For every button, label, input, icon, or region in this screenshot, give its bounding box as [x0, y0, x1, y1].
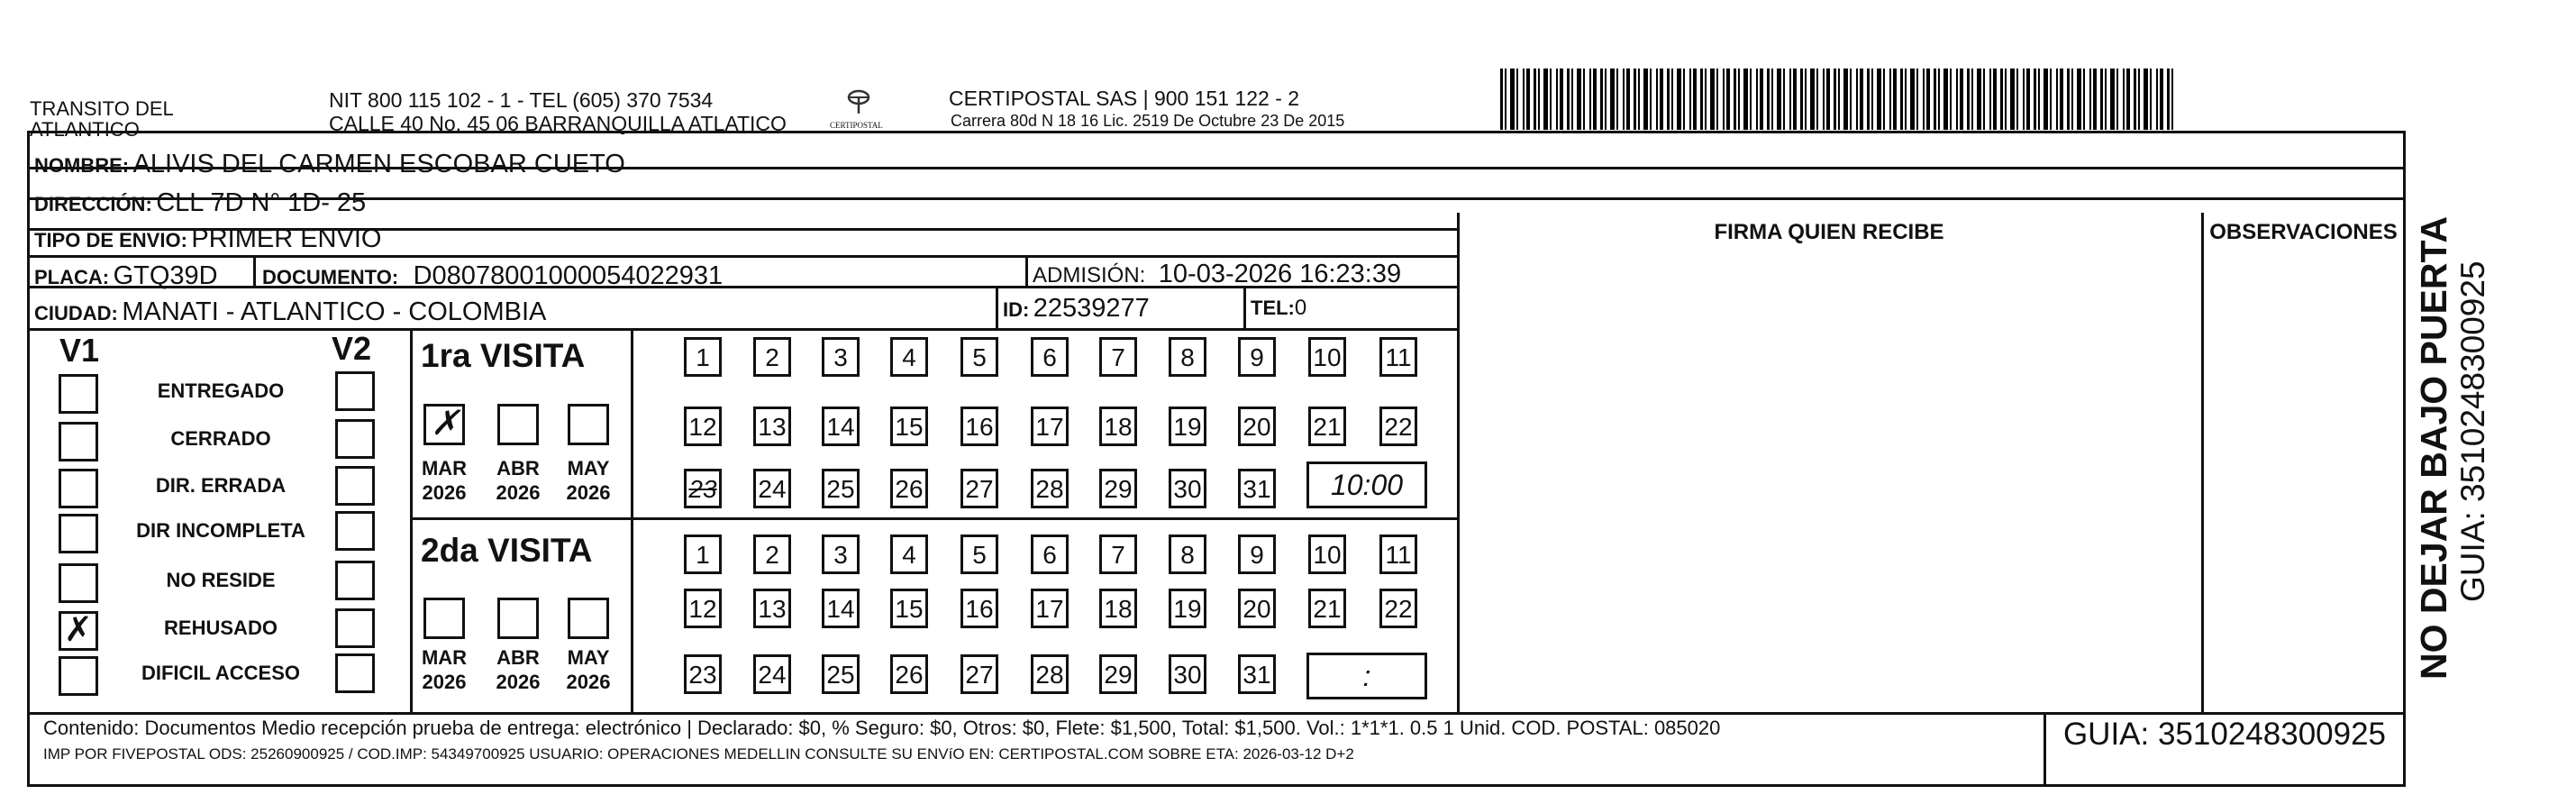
id-value: 22539277	[1033, 294, 1150, 323]
nombre-value: ALIVIS DEL CARMEN ESCOBAR CUETO	[132, 150, 625, 178]
visit2-day-27[interactable]: 27	[960, 654, 998, 694]
tipo-envio-value: PRIMER ENVIO	[191, 224, 382, 253]
visit2-day-5[interactable]: 5	[960, 534, 998, 574]
v2-checkbox-cerrado[interactable]	[335, 419, 375, 459]
nombre-label: NOMBRE:	[34, 154, 130, 177]
visit1-day-16[interactable]: 16	[960, 407, 998, 446]
visit2-day-30[interactable]: 30	[1169, 654, 1206, 694]
visit1-month-year: 2026	[566, 481, 611, 504]
visit2-day-24[interactable]: 24	[753, 654, 791, 694]
v2-checkbox-dir-incompleta[interactable]	[335, 511, 375, 551]
visit1-day-30[interactable]: 30	[1169, 469, 1206, 508]
visit1-month-year: 2026	[496, 481, 541, 504]
visit2-month-label-may	[561, 645, 615, 694]
visit1-day-22[interactable]: 22	[1379, 407, 1417, 446]
tel-field	[1251, 296, 1306, 321]
visit1-month-name: ABR	[496, 457, 540, 480]
visit2-day-6[interactable]: 6	[1031, 534, 1069, 574]
visit1-month-checkbox-may[interactable]	[568, 404, 609, 445]
documento-field	[262, 261, 723, 291]
visit1-day-1[interactable]: 1	[684, 337, 722, 377]
v1-checkbox-cerrado[interactable]	[59, 422, 98, 461]
tel-value: 0	[1294, 296, 1307, 320]
visit1-day-5[interactable]: 5	[960, 337, 998, 377]
id-field	[1003, 294, 1150, 324]
visit1-day-19[interactable]: 19	[1169, 407, 1206, 446]
visit2-day-29[interactable]: 29	[1099, 654, 1137, 694]
org-name-line1: TRANSITO DEL	[30, 97, 174, 120]
visit1-day-24[interactable]: 24	[753, 469, 791, 508]
visit1-day-25[interactable]: 25	[822, 469, 860, 508]
status-label-rehusado: REHUSADO	[164, 617, 278, 639]
tipo-envio-label: TIPO DE ENVIO:	[34, 229, 187, 251]
documento-value: D08078001000054022931	[413, 261, 724, 290]
visit2-day-4[interactable]: 4	[890, 534, 928, 574]
status-label-dir-incompleta: DIR INCOMPLETA	[136, 519, 305, 542]
ciudad-label: CIUDAD:	[34, 302, 118, 324]
observaciones-area[interactable]	[2206, 252, 2404, 710]
visit1-day-20[interactable]: 20	[1238, 407, 1276, 446]
placa-value: GTQ39D	[113, 261, 218, 290]
v1-checkbox-no-reside[interactable]	[59, 563, 98, 603]
v1-checkbox-rehusado[interactable]	[59, 611, 98, 651]
v1-checkbox-dir-incompleta[interactable]	[59, 514, 98, 553]
v2-checkbox-dificil-acceso[interactable]	[335, 653, 375, 693]
visit2-month-label-mar	[417, 645, 471, 694]
visit2-day-2[interactable]: 2	[753, 534, 791, 574]
side-guia: GUIA: 3510248300925	[2454, 260, 2491, 602]
visit1-day-28[interactable]: 28	[1031, 469, 1069, 508]
visit1-day-8[interactable]: 8	[1169, 337, 1206, 377]
visit2-day-31[interactable]: 31	[1238, 654, 1276, 694]
footer-guia: GUIA: 3510248300925	[2062, 717, 2387, 752]
visit1-day-27[interactable]: 27	[960, 469, 998, 508]
visit2-day-17[interactable]: 17	[1031, 589, 1069, 628]
visit2-month-checkbox-mar[interactable]	[423, 598, 465, 639]
nit-line: NIT 800 115 102 - 1 - TEL (605) 370 7534	[329, 88, 714, 112]
visit2-day-10[interactable]: 10	[1308, 534, 1346, 574]
v2-checkbox-no-reside[interactable]	[335, 561, 375, 600]
ciudad-value: MANATI - ATLANTICO - COLOMBIA	[122, 297, 547, 326]
visit2-day-7[interactable]: 7	[1099, 534, 1137, 574]
visit2-month-year: 2026	[422, 671, 467, 693]
status-label-dificil-acceso: DIFICIL ACCESO	[141, 662, 300, 684]
company-line: CERTIPOSTAL SAS | 900 151 122 - 2	[949, 87, 1300, 110]
documento-label: DOCUMENTO:	[262, 266, 399, 288]
v1-checkbox-dificil-acceso[interactable]	[59, 656, 98, 696]
visit1-day-7[interactable]: 7	[1099, 337, 1137, 377]
visit2-month-year: 2026	[566, 671, 611, 693]
barcode	[1500, 69, 2176, 130]
visit1-day-4[interactable]: 4	[890, 337, 928, 377]
visit2-month-label-abr	[491, 645, 545, 694]
visit2-day-14[interactable]: 14	[822, 589, 860, 628]
visit1-day-17[interactable]: 17	[1031, 407, 1069, 446]
visit1-day-2[interactable]: 2	[753, 337, 791, 377]
imp-text: IMP POR FIVEPOSTAL ODS: 25260900925 / COD.IMP: 54349700925 USUARIO: OPERACIONES MEDELLIN CONSULTE SU ENVíO EN: CERTIPOSTAL.COM SOBRE ETA: 2026-03-12 D+2	[43, 745, 1354, 763]
visit2-day-19[interactable]: 19	[1169, 589, 1206, 628]
status-label-no-reside: NO RESIDE	[166, 569, 276, 591]
visit2-day-21[interactable]: 21	[1308, 589, 1346, 628]
visit2-month-year: 2026	[496, 671, 541, 693]
visit1-day-6[interactable]: 6	[1031, 337, 1069, 377]
visit2-day-15[interactable]: 15	[890, 589, 928, 628]
placa-label: PLACA:	[34, 266, 110, 288]
direccion-label: DIRECCIÓN:	[34, 193, 152, 215]
direccion-row	[34, 188, 366, 218]
side-warning: NO DEJAR BAJO PUERTA	[2413, 215, 2454, 680]
visit1-day-31[interactable]: 31	[1238, 469, 1276, 508]
visit2-day-3[interactable]: 3	[822, 534, 860, 574]
admision-field	[1033, 260, 1401, 289]
firma-header: FIRMA QUIEN RECIBE	[1714, 220, 1944, 244]
visit1-month-label-mar	[417, 456, 471, 505]
visit1-day-29[interactable]: 29	[1099, 469, 1137, 508]
visit2-title: 2da VISITA	[421, 532, 593, 569]
visit2-day-23[interactable]: 23	[684, 654, 722, 694]
v1-checkbox-entregado[interactable]	[59, 374, 98, 414]
check-mark-icon: ✗	[64, 611, 93, 649]
visit2-day-28[interactable]: 28	[1031, 654, 1069, 694]
visit1-day-26[interactable]: 26	[890, 469, 928, 508]
status-label-entregado: ENTREGADO	[157, 379, 285, 402]
visit1-day-18[interactable]: 18	[1099, 407, 1137, 446]
visit2-day-8[interactable]: 8	[1169, 534, 1206, 574]
visit2-day-9[interactable]: 9	[1238, 534, 1276, 574]
visit2-month-checkbox-may[interactable]	[568, 598, 609, 639]
v1-label: V1	[59, 332, 100, 369]
address-line: CALLE 40 No. 45 06 BARRANQUILLA ATLATICO	[329, 112, 787, 135]
visit1-time-slot[interactable]: 10:00	[1306, 461, 1427, 508]
visit1-day-15[interactable]: 15	[890, 407, 928, 446]
direccion-value: CLL 7D N° 1D- 25	[156, 188, 367, 217]
visit1-day-12[interactable]: 12	[684, 407, 722, 446]
observaciones-header: OBSERVACIONES	[2209, 220, 2398, 244]
check-mark-icon: ✗	[431, 405, 460, 443]
visit1-day-11[interactable]: 11	[1379, 337, 1417, 377]
visit1-title: 1ra VISITA	[421, 337, 586, 374]
visit2-day-11[interactable]: 11	[1379, 534, 1417, 574]
visit2-day-26[interactable]: 26	[890, 654, 928, 694]
v2-checkbox-dir-errada[interactable]	[335, 466, 375, 506]
visit1-month-name: MAY	[567, 457, 610, 480]
visit2-day-16[interactable]: 16	[960, 589, 998, 628]
tel-label: TEL:	[1251, 297, 1295, 319]
visit1-day-14[interactable]: 14	[822, 407, 860, 446]
visit2-day-20[interactable]: 20	[1238, 589, 1276, 628]
visit1-day-10[interactable]: 10	[1308, 337, 1346, 377]
org-name-line2: ATLANTICO	[30, 118, 140, 141]
admision-value: 10-03-2026 16:23:39	[1158, 260, 1402, 288]
firma-area[interactable]	[1461, 252, 2198, 710]
tipo-envio-row	[34, 224, 381, 254]
ciudad-row	[34, 297, 546, 327]
visit1-month-checkbox-mar[interactable]	[423, 404, 465, 445]
v2-label: V2	[332, 330, 372, 367]
id-label: ID:	[1003, 298, 1030, 321]
v2-checkbox-rehusado[interactable]	[335, 608, 375, 648]
visit2-day-1[interactable]: 1	[684, 534, 722, 574]
visit2-month-name: ABR	[496, 646, 540, 669]
visit1-month-label-may	[561, 456, 615, 505]
visit1-day-23[interactable]: 23	[684, 469, 722, 508]
visit1-day-13[interactable]: 13	[753, 407, 791, 446]
contenido-text: Contenido: Documentos Medio recepción prueba de entrega: electrónico | Declarado: $0, % Seguro: $0, Otros: $0, Flete: $1,500, Total: $1,500. Vol.: 1*1*1. 0.5 1 Unid. COD. POSTAL: 085020	[43, 717, 1721, 739]
visit1-month-checkbox-abr[interactable]	[497, 404, 539, 445]
visit1-day-9[interactable]: 9	[1238, 337, 1276, 377]
visit1-day-3[interactable]: 3	[822, 337, 860, 377]
visit2-month-checkbox-abr[interactable]	[497, 598, 539, 639]
status-label-cerrado: CERRADO	[170, 427, 271, 450]
visit2-day-12[interactable]: 12	[684, 589, 722, 628]
visit2-day-22[interactable]: 22	[1379, 589, 1417, 628]
visit2-month-name: MAY	[567, 646, 610, 669]
logo-caption: CERTIPOSTAL	[830, 121, 883, 130]
visit1-month-name: MAR	[421, 457, 468, 480]
admision-label: ADMISIÓN:	[1033, 263, 1146, 288]
visit1-month-year: 2026	[422, 481, 467, 504]
visit1-month-label-abr	[491, 456, 545, 505]
v2-checkbox-entregado[interactable]	[335, 371, 375, 411]
visit2-time-slot[interactable]: :	[1306, 653, 1427, 699]
status-label-dir-errada: DIR. ERRADA	[155, 474, 287, 497]
placa-field	[34, 261, 218, 291]
nombre-row	[34, 150, 625, 179]
visit1-day-21[interactable]: 21	[1308, 407, 1346, 446]
v1-checkbox-dir-errada[interactable]	[59, 469, 98, 508]
visit2-month-name: MAR	[421, 646, 468, 669]
visit2-day-13[interactable]: 13	[753, 589, 791, 628]
visit2-day-25[interactable]: 25	[822, 654, 860, 694]
visit2-day-18[interactable]: 18	[1099, 589, 1137, 628]
license-line: Carrera 80d N 18 16 Lic. 2519 De Octubre 23 De 2015	[951, 112, 1345, 130]
